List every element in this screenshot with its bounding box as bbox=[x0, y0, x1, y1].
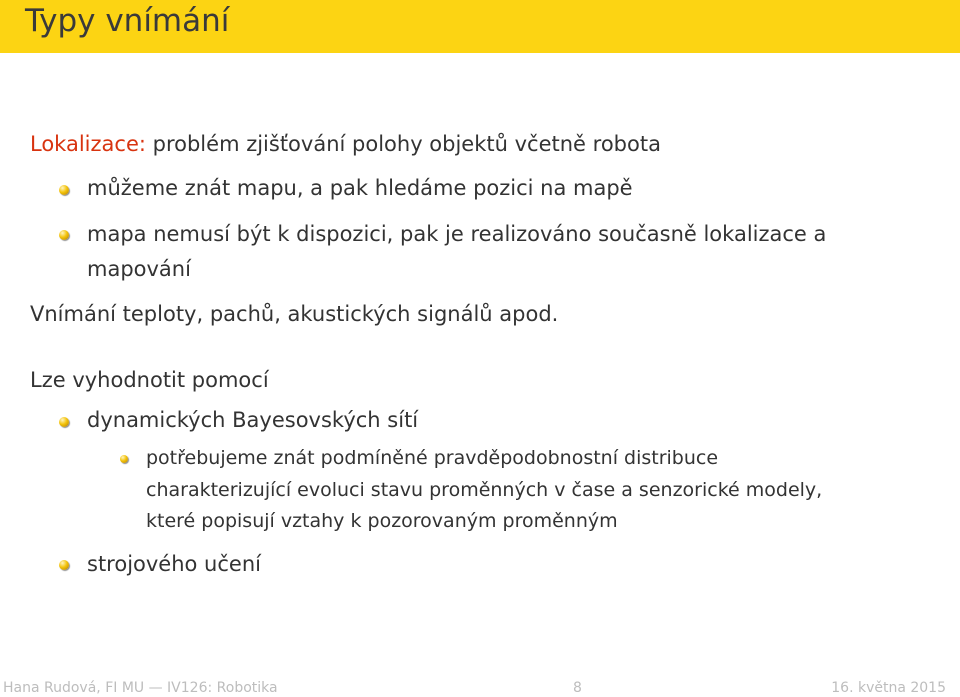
lokalizace-line bbox=[30, 132, 661, 156]
title-bar bbox=[0, 0, 960, 53]
vnimani-line: Vnímání teploty, pachů, akustických signálů apod. bbox=[30, 302, 559, 326]
bullet-map-unavailable-line1: mapa nemusí být k dispozici, pak je realizováno současně lokalizace a bbox=[87, 222, 827, 246]
lokalizace-term: Lokalizace: bbox=[30, 132, 146, 156]
bullet-ml: strojového učení bbox=[87, 552, 261, 576]
bullet-map-known: můžeme znát mapu, a pak hledáme pozici na mapě bbox=[87, 176, 633, 200]
footer-date: 16. května 2015 bbox=[831, 680, 946, 696]
sub-bullet-line1: potřebujeme znát podmíněné pravděpodobnostní distribuce bbox=[146, 447, 719, 469]
bullet-map-unavailable-line2: mapování bbox=[87, 257, 191, 281]
sub-bullet-line3: které popisují vztahy k pozorovaným proměnným bbox=[146, 510, 618, 532]
sub-bullet-icon bbox=[120, 455, 128, 463]
bullet-icon bbox=[59, 185, 69, 195]
bullet-icon bbox=[59, 560, 69, 570]
footer-page-number: 8 bbox=[573, 680, 582, 696]
lze-line: Lze vyhodnotit pomocí bbox=[30, 368, 269, 392]
footer-author: Hana Rudová, FI MU — IV126: Robotika bbox=[3, 680, 278, 696]
lokalizace-text: problém zjišťování polohy objektů včetně robota bbox=[145, 132, 661, 156]
bullet-dbn: dynamických Bayesovských sítí bbox=[87, 408, 419, 432]
slide-title: Typy vnímání bbox=[25, 3, 230, 39]
bullet-icon bbox=[59, 417, 69, 427]
sub-bullet-line2: charakterizující evoluci stavu proměnných v čase a senzorické modely, bbox=[146, 479, 823, 501]
bullet-icon bbox=[59, 230, 69, 240]
